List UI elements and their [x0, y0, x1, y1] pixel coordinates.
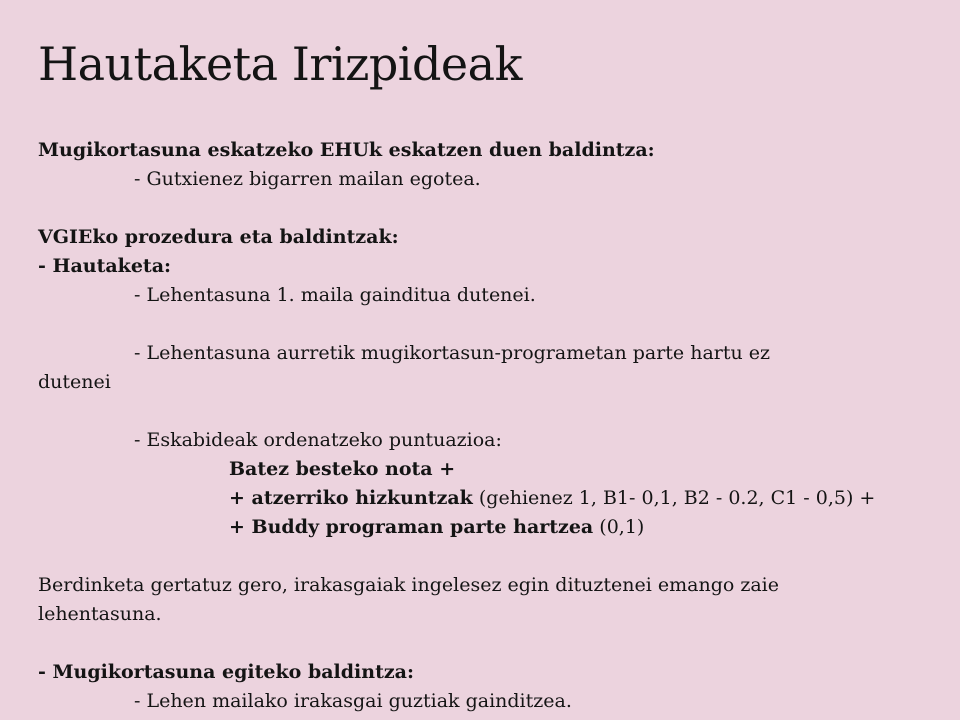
score-line-3: + Buddy programan parte hartzea (0,1)	[229, 516, 645, 538]
ehu-item: - Gutxienez bigarren mailan egotea.	[134, 168, 481, 190]
vgie-subheading: - Hautaketa:	[38, 255, 172, 277]
spacer	[38, 629, 958, 658]
spacer	[38, 397, 958, 426]
score-line-1: Batez besteko nota +	[229, 458, 456, 480]
vgie-heading: VGIEko prozedura eta baldintzak:	[38, 226, 399, 248]
vgie-item-2-line-1: - Lehentasuna aurretik mugikortasun-programetan parte hartu ez	[134, 342, 771, 364]
spacer	[38, 310, 958, 339]
spacer	[38, 194, 958, 223]
slide-title: Hautaketa Irizpideak	[38, 37, 522, 91]
tie-line-2: lehentasuna.	[38, 603, 162, 625]
vgie-item-1: - Lehentasuna 1. maila gainditua dutenei.	[134, 284, 536, 306]
tie-line-1: Berdinketa gertatuz gero, irakasgaiak ingelesez egin dituztenei emango zaie	[38, 574, 779, 596]
ehu-heading: Mugikortasuna eskatzeko EHUk eskatzen duen baldintza:	[38, 139, 655, 161]
spacer	[38, 542, 958, 571]
mobility-heading: - Mugikortasuna egiteko baldintza:	[38, 661, 414, 683]
slide-body	[38, 136, 958, 716]
vgie-item-2-line-2: dutenei	[38, 371, 111, 393]
mobility-item: - Lehen mailako irakasgai guztiak gainditzea.	[134, 690, 572, 712]
vgie-item-3: - Eskabideak ordenatzeko puntuazioa:	[134, 429, 502, 451]
score-line-2: + atzerriko hizkuntzak (gehienez 1, B1- 0,1, B2 - 0.2, C1 - 0,5) +	[229, 487, 876, 509]
